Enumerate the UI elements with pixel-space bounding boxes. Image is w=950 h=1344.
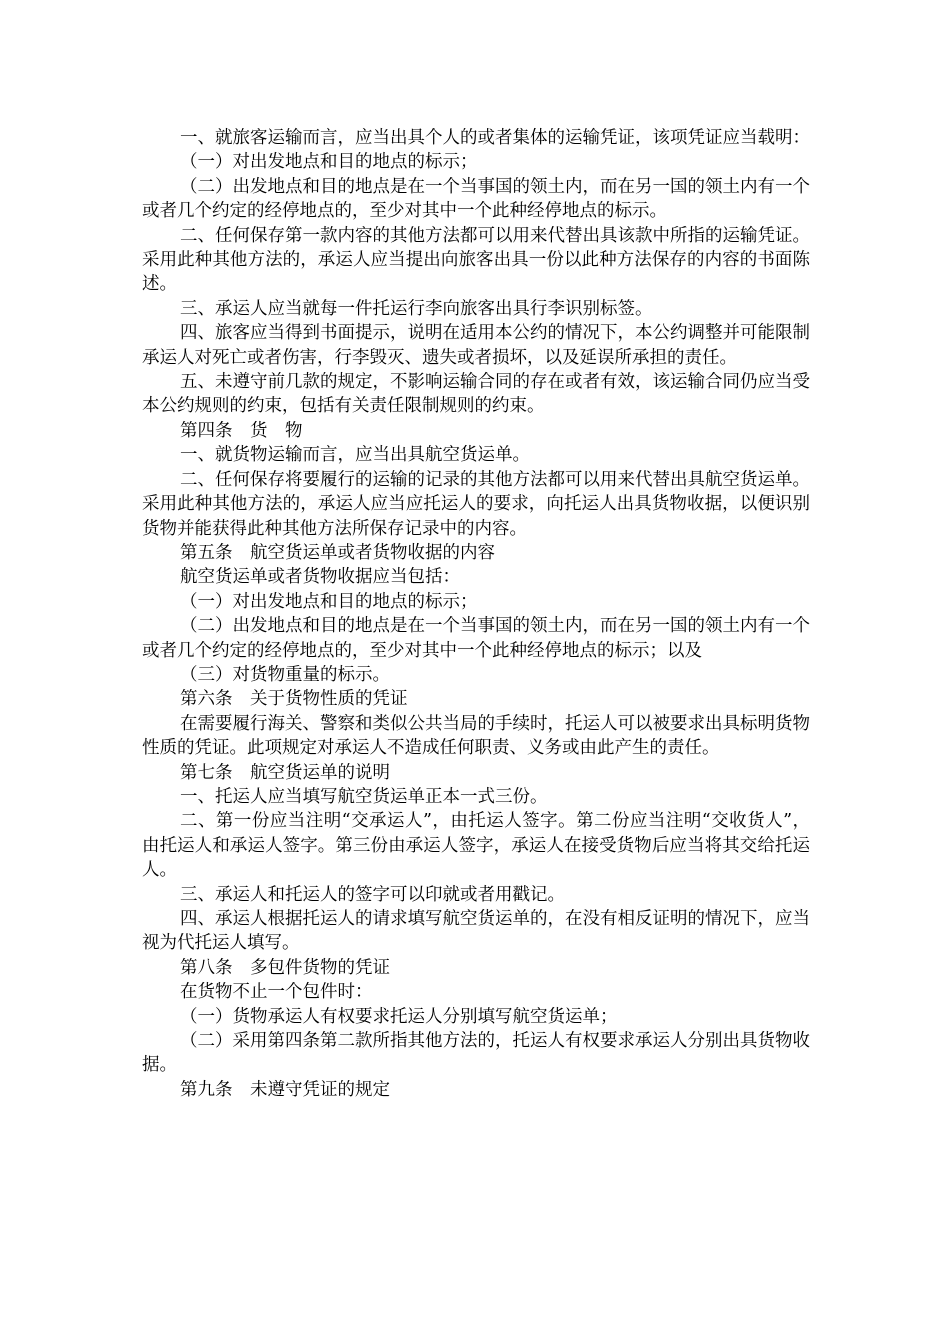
document-body (142, 126, 810, 1102)
article-heading-9: 第九条 未遵守凭证的规定 (180, 1079, 390, 1100)
paragraph-15: （三）对货物重量的标示。 (180, 664, 390, 685)
paragraph-1: 一、就旅客运输而言，应当出具个人的或者集体的运输凭证，该项凭证应当载明： (180, 128, 810, 148)
article-heading-5: 第五条 航空货运单或者货物收据的内容 (180, 542, 495, 563)
paragraph-22: 四、承运人根据托运人的请求填写航空货运单的，在没有相反证明的情况下，应当视为代托运人填写。 (142, 909, 810, 954)
paragraph-6: 四、旅客应当得到书面提示，说明在适用本公约的情况下，本公约调整并可能限制承运人对死亡或者伤害，行李毁灭、遗失或者损坏，以及延误所承担的责任。 (142, 323, 810, 368)
paragraph-19: 一、托运人应当填写航空货运单正本一式三份。 (180, 786, 548, 807)
paragraph-14: （二）出发地点和目的地点是在一个当事国的领土内，而在另一国的领土内有一个或者几个约定的经停地点的，至少对其中一个此种经停地点的标示；以及 (142, 616, 810, 661)
article-heading-7: 第七条 航空货运单的说明 (180, 762, 390, 783)
article-heading-6: 第六条 关于货物性质的凭证 (180, 689, 408, 710)
paragraph-21: 三、承运人和托运人的签字可以印就或者用戳记。 (180, 884, 565, 905)
paragraph-3: （二）出发地点和目的地点是在一个当事国的领土内，而在另一国的领土内有一个或者几个约定的经停地点的，至少对其中一个此种经停地点的标示。 (142, 176, 810, 222)
paragraph-17: 在需要履行海关、警察和类似公共当局的手续时，托运人可以被要求出具标明货物性质的凭证。此项规定对承运人不造成任何职责、义务或由此产生的责任。 (142, 713, 810, 759)
paragraph-13: （一）对出发地点和目的地点的标示； (180, 591, 478, 612)
paragraph-26: （二）采用第四条第二款所指其他方法的，托运人有权要求承运人分别出具货物收据。 (142, 1031, 810, 1076)
paragraph-20: 二、第一份应当注明“交承运人”，由托运人签字。第二份应当注明“交收货人”，由托运人和承运人签字。第三份由承运人签字，承运人在接受货物后应当将其交给托运人。 (142, 811, 810, 881)
paragraph-2: （一）对出发地点和目的地点的标示； (180, 152, 478, 173)
article-heading-4: 第四条 货 物 (180, 420, 303, 441)
paragraph-7: 五、未遵守前几款的规定，不影响运输合同的存在或者有效，该运输合同仍应当受本公约规则的约束，包括有关责任限制规则的约束。 (142, 372, 810, 417)
paragraph-24: 在货物不止一个包件时： (180, 982, 373, 1003)
paragraph-4: 二、任何保存第一款内容的其他方法都可以用来代替出具该款中所指的运输凭证。采用此种其他方法的，承运人应当提出向旅客出具一份以此种方法保存的内容的书面陈述。 (142, 225, 810, 295)
paragraph-9: 一、就货物运输而言，应当出具航空货运单。 (180, 445, 530, 466)
paragraph-10: 二、任何保存将要履行的运输的记录的其他方法都可以用来代替出具航空货运单。采用此种其他方法的，承运人应当应托运人的要求，向托运人出具货物收据，以便识别货物并能获得此种其他方法所保存记录中的内容。 (142, 469, 810, 539)
paragraph-25: （一）货物承运人有权要求托运人分别填写航空货运单； (180, 1006, 618, 1027)
paragraph-5: 三、承运人应当就每一件托运行李向旅客出具行李识别标签。 (180, 298, 653, 319)
paragraph-12: 航空货运单或者货物收据应当包括： (180, 567, 460, 588)
article-heading-8: 第八条 多包件货物的凭证 (180, 957, 390, 978)
